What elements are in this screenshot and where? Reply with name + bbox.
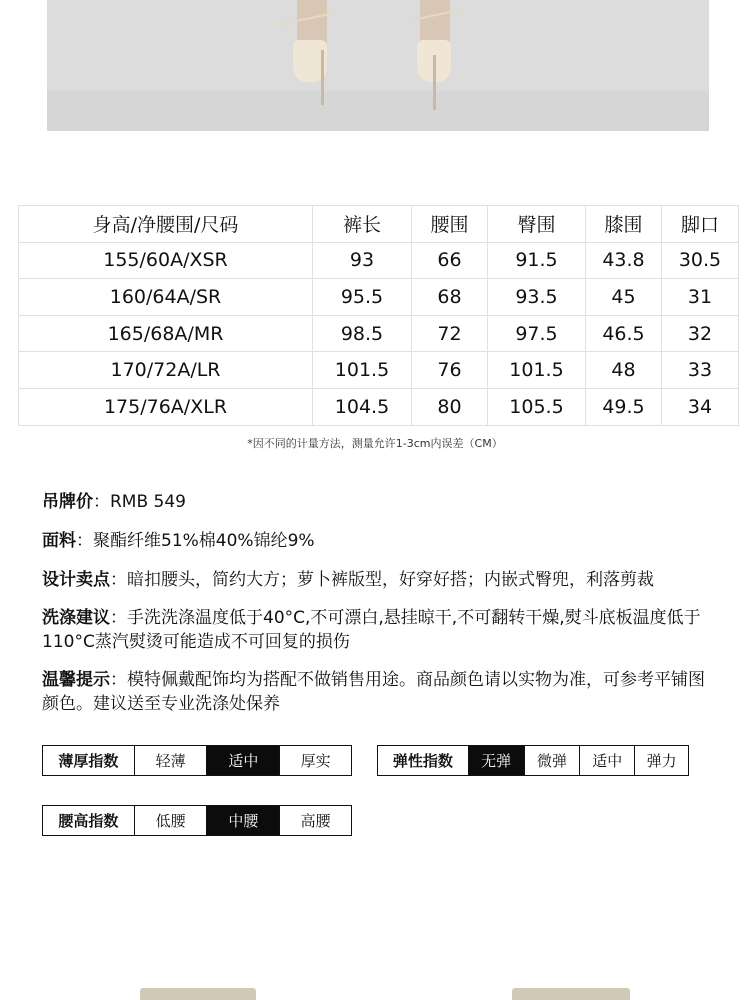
table-cell: 101.5: [488, 352, 586, 389]
table-cell: 93.5: [488, 279, 586, 316]
wash-line: [42, 606, 712, 654]
elasticity-option-selected: 无弹: [468, 746, 524, 775]
thickness-index: [42, 745, 352, 776]
size-table: [18, 205, 739, 426]
table-cell: 101.5: [313, 352, 412, 389]
table-cell: 30.5: [662, 242, 739, 279]
table-cell: 43.8: [586, 242, 662, 279]
photo-floor: [47, 91, 709, 131]
table-cell: 175/76A/XLR: [19, 388, 313, 425]
fabric-value: ：聚酯纤维51%棉40%锦纶9%: [76, 531, 315, 551]
price-value: ：RMB 549: [93, 492, 186, 512]
table-cell: 32: [662, 315, 739, 352]
header-knee: 膝围: [586, 206, 662, 243]
table-cell: 95.5: [313, 279, 412, 316]
table-cell: 98.5: [313, 315, 412, 352]
elasticity-index: [377, 745, 689, 776]
product-photo-bottom-right: [512, 988, 630, 1000]
elasticity-index-label: 弹性指数: [392, 752, 453, 770]
elasticity-option: 弹力: [634, 746, 688, 775]
header-hip: 臀围: [488, 206, 586, 243]
price-line: [42, 490, 712, 514]
table-cell: 68: [412, 279, 488, 316]
table-cell: 72: [412, 315, 488, 352]
waist-index: [42, 805, 352, 836]
table-cell: 160/64A/SR: [19, 279, 313, 316]
product-photo-bottom-left: [140, 988, 256, 1000]
design-label: 设计卖点: [42, 570, 110, 590]
table-cell: 31: [662, 279, 739, 316]
table-cell: 34: [662, 388, 739, 425]
table-cell: 93: [313, 242, 412, 279]
header-length: 裤长: [313, 206, 412, 243]
wash-label: 洗涤建议: [42, 608, 110, 628]
thickness-option: 轻薄: [134, 746, 207, 775]
tip-label: 温馨提示: [42, 670, 110, 690]
table-row: [19, 388, 739, 425]
header-waist: 腰围: [412, 206, 488, 243]
elasticity-option: 微弹: [524, 746, 580, 775]
table-cell: 49.5: [586, 388, 662, 425]
table-cell: 45: [586, 279, 662, 316]
thickness-option-selected: 适中: [206, 746, 279, 775]
heel-right: [433, 55, 436, 110]
table-cell: 66: [412, 242, 488, 279]
table-cell: 48: [586, 352, 662, 389]
table-row: [19, 242, 739, 279]
table-cell: 33: [662, 352, 739, 389]
tip-value: ：模特佩戴配饰均为搭配不做销售用途。商品颜色请以实物为准，可参考平铺图颜色。建议送至专业洗涤处保养: [42, 670, 705, 714]
tip-line: [42, 668, 712, 716]
thickness-index-label: 薄厚指数: [58, 752, 119, 770]
table-cell: 165/68A/MR: [19, 315, 313, 352]
header-hem: 脚口: [662, 206, 739, 243]
table-cell: 155/60A/XSR: [19, 242, 313, 279]
design-line: [42, 568, 712, 592]
waist-index-label: 腰高指数: [58, 812, 119, 830]
design-value: ：暗扣腰头，简约大方；萝卜裤版型，好穿好搭；内嵌式臀兜，利落剪裁: [110, 570, 654, 590]
table-cell: 91.5: [488, 242, 586, 279]
waist-option: 低腰: [134, 806, 207, 835]
measurement-note: *因不同的计量方法，测量允许1-3cm内误差（CM）: [247, 437, 503, 450]
heel-left: [321, 50, 324, 105]
fabric-line: [42, 529, 712, 553]
waist-option-selected: 中腰: [206, 806, 279, 835]
header-size: 身高/净腰围/尺码: [19, 206, 313, 243]
thickness-option: 厚实: [279, 746, 351, 775]
table-cell: 46.5: [586, 315, 662, 352]
table-row: [19, 279, 739, 316]
price-label: 吊牌价: [42, 492, 93, 512]
wash-value: ：手洗洗涤温度低于40°C,不可漂白,悬挂晾干,不可翻转干燥,熨斗底板温度低于110°C蒸汽熨烫可能造成不可回复的损伤: [42, 608, 701, 652]
table-cell: 105.5: [488, 388, 586, 425]
table-cell: 80: [412, 388, 488, 425]
waist-option: 高腰: [279, 806, 351, 835]
table-cell: 97.5: [488, 315, 586, 352]
table-row: [19, 352, 739, 389]
table-cell: 170/72A/LR: [19, 352, 313, 389]
table-row: [19, 315, 739, 352]
product-photo-top: [47, 0, 709, 131]
fabric-label: 面料: [42, 531, 76, 551]
table-header-row: [19, 206, 739, 243]
table-cell: 76: [412, 352, 488, 389]
table-cell: 104.5: [313, 388, 412, 425]
elasticity-option: 适中: [579, 746, 634, 775]
